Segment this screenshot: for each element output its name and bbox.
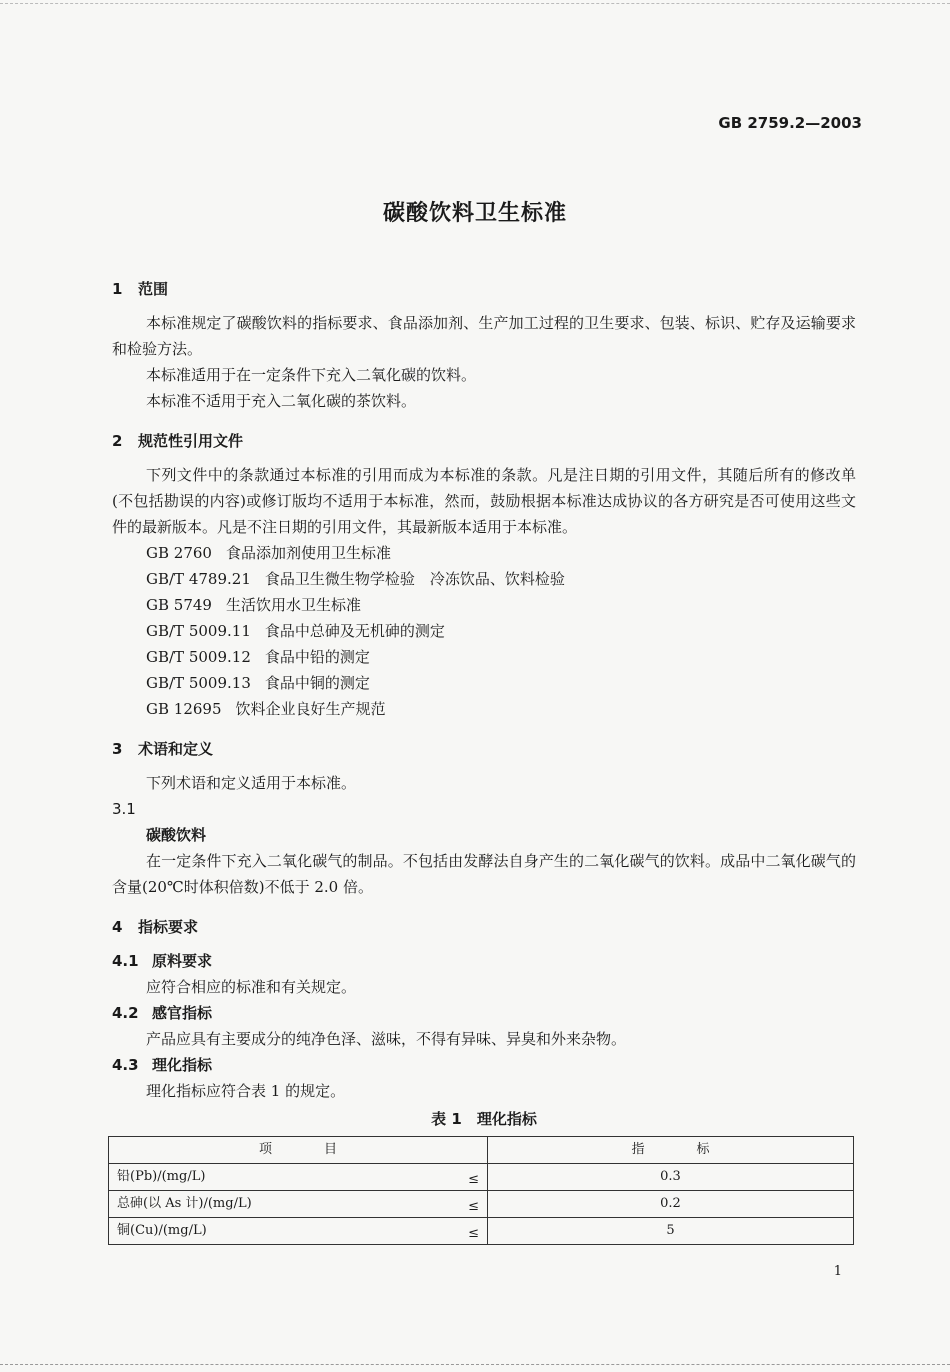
subsection-number: 4.1 <box>112 952 139 970</box>
comparison-operator: ≤ <box>468 1172 479 1187</box>
reference-name: 食品中铅的测定 <box>264 648 370 666</box>
item-label: 铅(Pb)/(mg/L) <box>117 1169 206 1184</box>
table-cell-item <box>109 1218 488 1245</box>
term-number: 3.1 <box>112 800 136 818</box>
comparison-operator: ≤ <box>468 1199 479 1214</box>
item-label: 铜(Cu)/(mg/L) <box>117 1223 207 1238</box>
table-row <box>109 1218 854 1245</box>
reference-name: 生活饮用水卫生标准 <box>225 596 361 614</box>
reference-item <box>112 566 856 592</box>
table-header-item: 项 目 <box>109 1137 488 1164</box>
reference-item <box>112 696 856 722</box>
indicator-table <box>108 1136 854 1245</box>
reference-item <box>112 618 856 644</box>
subsection-number: 4.2 <box>112 1004 139 1022</box>
reference-code: GB 2760 <box>146 544 212 562</box>
section-number: 2 <box>112 432 123 450</box>
subsection-title: 理化指标 <box>152 1056 213 1074</box>
reference-item <box>112 540 856 566</box>
table-row <box>109 1164 854 1191</box>
document-title: 碳酸饮料卫生标准 <box>382 201 567 226</box>
document-body <box>112 276 856 1245</box>
section-number: 3 <box>112 740 123 758</box>
term-definition: 在一定条件下充入二氧化碳气的制品。不包括由发酵法自身产生的二氧化碳气的饮料。成品中二氧化碳气的含量(20℃时体积倍数)不低于 2.0 倍。 <box>112 852 856 896</box>
term-name: 碳酸饮料 <box>146 826 207 844</box>
reference-item <box>112 592 856 618</box>
table-cell-value: 0.3 <box>488 1164 854 1191</box>
document-code: GB 2759.2—2003 <box>718 114 862 132</box>
section-title: 指标要求 <box>138 918 199 936</box>
table-header-value: 指 标 <box>488 1137 854 1164</box>
table-cell-item <box>109 1164 488 1191</box>
table-cell-value: 5 <box>488 1218 854 1245</box>
table-cell-item <box>109 1191 488 1218</box>
reference-item <box>112 644 856 670</box>
subsection-number: 4.3 <box>112 1056 139 1074</box>
table-header-row <box>109 1137 854 1164</box>
paragraph: 理化指标应符合表 1 的规定。 <box>146 1082 346 1100</box>
table-row <box>109 1191 854 1218</box>
subsection-heading <box>112 1000 856 1026</box>
scan-edge-bottom <box>0 1364 950 1365</box>
reference-code: GB 5749 <box>146 596 212 614</box>
section-number: 4 <box>112 918 123 936</box>
reference-name: 饮料企业良好生产规范 <box>235 700 386 718</box>
reference-code: GB/T 4789.21 <box>146 570 251 588</box>
paragraph: 应符合相应的标准和有关规定。 <box>146 978 357 996</box>
scan-edge-top <box>0 3 950 4</box>
paragraph: 本标准适用于在一定条件下充入二氧化碳的饮料。 <box>146 366 477 384</box>
reference-code: GB 12695 <box>146 700 222 718</box>
section-title: 范围 <box>138 280 169 298</box>
paragraph: 本标准规定了碳酸饮料的指标要求、食品添加剂、生产加工过程的卫生要求、包装、标识、贮存及运输要求和检验方法。 <box>112 314 856 358</box>
paragraph: 下列文件中的条款通过本标准的引用而成为本标准的条款。凡是注日期的引用文件，其随后所有的修改单(不包括勘误的内容)或修订版均不适用于本标准，然而，鼓励根据本标准达成协议的各方研究是否可使用这些文件的最新版本。凡是不注日期的引用文件，其最新版本适用于本标准。 <box>112 466 856 536</box>
item-label: 总砷(以 As 计)/(mg/L) <box>117 1196 252 1211</box>
comparison-operator: ≤ <box>468 1226 479 1241</box>
table-caption: 表 1 理化指标 <box>431 1110 537 1128</box>
reference-name: 食品添加剂使用卫生标准 <box>225 544 391 562</box>
section-number: 1 <box>112 280 123 298</box>
subsection-heading <box>112 948 856 974</box>
section-1-heading <box>112 276 856 302</box>
paragraph: 本标准不适用于充入二氧化碳的茶饮料。 <box>146 392 417 410</box>
reference-name: 食品中铜的测定 <box>264 674 370 692</box>
reference-code: GB/T 5009.12 <box>146 648 251 666</box>
reference-code: GB/T 5009.11 <box>146 622 251 640</box>
section-3-heading <box>112 736 856 762</box>
reference-name: 食品卫生微生物学检验 冷冻饮品、饮料检验 <box>264 570 565 588</box>
reference-code: GB/T 5009.13 <box>146 674 251 692</box>
page-number: 1 <box>833 1264 842 1279</box>
section-2-heading <box>112 428 856 454</box>
subsection-title: 感官指标 <box>152 1004 213 1022</box>
section-4-heading <box>112 914 856 940</box>
subsection-title: 原料要求 <box>152 952 213 970</box>
subsection-heading <box>112 1052 856 1078</box>
paragraph: 下列术语和定义适用于本标准。 <box>146 774 357 792</box>
reference-item <box>112 670 856 696</box>
reference-name: 食品中总砷及无机砷的测定 <box>264 622 445 640</box>
paragraph: 产品应具有主要成分的纯净色泽、滋味，不得有异味、异臭和外来杂物。 <box>146 1030 627 1048</box>
section-title: 规范性引用文件 <box>138 432 244 450</box>
table-cell-value: 0.2 <box>488 1191 854 1218</box>
section-title: 术语和定义 <box>138 740 214 758</box>
